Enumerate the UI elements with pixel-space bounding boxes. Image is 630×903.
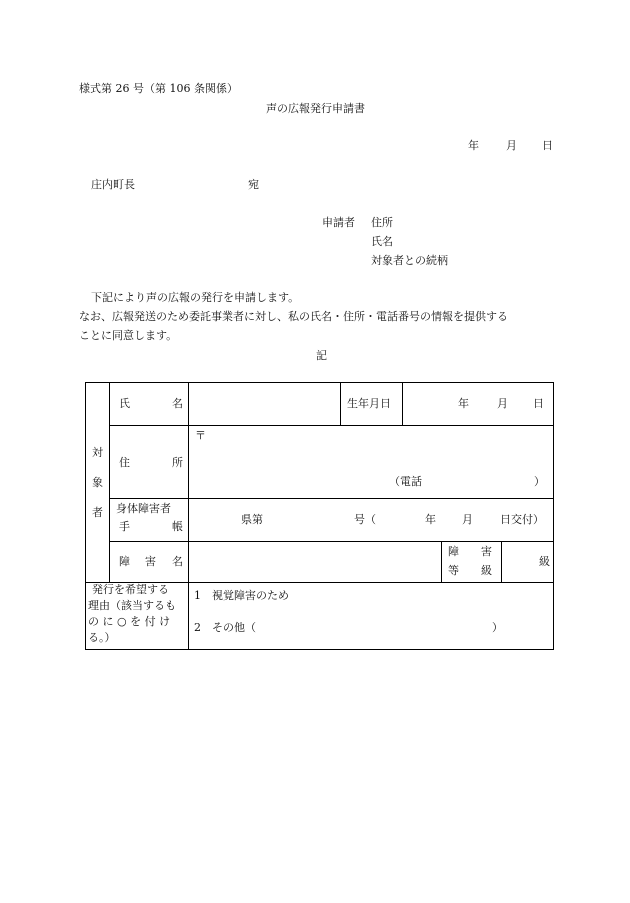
subject-char-1: 対 — [92, 445, 103, 459]
date-month-label: 月 — [506, 139, 517, 152]
birth-day-label: 日 — [533, 397, 544, 410]
address-label-cell — [110, 426, 189, 499]
addressee-suffix: 宛 — [248, 178, 259, 191]
name-field[interactable] — [189, 383, 341, 426]
reason-label-line-2: 理由（該当するも — [88, 599, 176, 612]
name-label-cell — [110, 383, 189, 426]
handbook-field[interactable] — [189, 499, 554, 542]
body-line-3: ことに同意します。 — [79, 329, 178, 342]
handbook-month-label: 月 — [462, 513, 473, 526]
body-line-1: 下記により声の広報の発行を申請します。 — [91, 291, 300, 304]
addressee-name: 庄内町長 — [91, 178, 135, 191]
birth-label-cell — [341, 383, 403, 426]
applicant-name-label: 氏名 — [371, 235, 393, 248]
handbook-label-2a: 手 — [119, 520, 130, 533]
applicant-relation-label: 対象者との続柄 — [371, 254, 448, 267]
handbook-label-cell — [110, 499, 189, 542]
grade-label-2b: 級 — [481, 564, 492, 577]
disability-label-2: 害 — [145, 555, 156, 568]
disability-label-1: 障 — [119, 555, 130, 568]
address-field[interactable] — [189, 426, 554, 499]
grade-label-cell — [442, 542, 502, 583]
reason-option-2[interactable]: 2 その他（ — [194, 621, 256, 634]
postal-mark: 〒 — [195, 429, 206, 442]
reason-label-line-1: 発行を希望する — [92, 583, 169, 596]
reason-label-line-3: の に ○ を 付 け — [88, 615, 171, 628]
document-title: 声の広報発行申請書 — [266, 102, 365, 115]
grade-field[interactable] — [502, 542, 554, 583]
phone-close: ） — [534, 475, 545, 488]
subject-cell — [86, 383, 110, 583]
name-label-2: 名 — [172, 397, 183, 410]
handbook-issue-label: 日交付） — [500, 513, 544, 526]
birth-date-field[interactable] — [403, 383, 554, 426]
address-label-2: 所 — [172, 456, 183, 469]
grade-label-1b: 害 — [481, 545, 492, 558]
birth-year-label: 年 — [458, 397, 469, 410]
disability-name-field[interactable] — [189, 542, 442, 583]
applicant-address-label: 住所 — [371, 216, 393, 229]
form-number: 様式第 26 号（第 106 条関係） — [79, 82, 238, 95]
prefecture-label: 県第 — [241, 513, 263, 526]
reason-option-1[interactable]: 1 視覚障害のため — [194, 589, 289, 602]
applicant-label: 申請者 — [322, 216, 355, 229]
reason-field[interactable] — [189, 583, 554, 650]
birth-label: 生年月日 — [347, 397, 391, 410]
application-table — [85, 382, 554, 650]
grade-label-2a: 等 — [448, 564, 459, 577]
birth-month-label: 月 — [497, 397, 508, 410]
phone-label: （電話 — [389, 475, 422, 488]
handbook-label-1: 身体障害者 — [116, 502, 171, 515]
handbook-number-label: 号（ — [354, 513, 376, 526]
disability-label-3: 名 — [172, 555, 183, 568]
date-year-label: 年 — [468, 139, 479, 152]
subject-char-2: 象 — [92, 475, 103, 489]
ki-label: 記 — [316, 349, 327, 362]
grade-label-1a: 障 — [448, 545, 459, 558]
address-label-1: 住 — [119, 456, 130, 469]
body-line-2: なお、広報発送のため委託事業者に対し、私の氏名・住所・電話番号の情報を提供する — [79, 310, 508, 323]
handbook-year-label: 年 — [425, 513, 436, 526]
handbook-label-2b: 帳 — [172, 520, 183, 533]
subject-char-3: 者 — [92, 505, 103, 519]
disability-label-cell — [110, 542, 189, 583]
reason-label-cell — [86, 583, 189, 650]
reason-label-line-4: る。） — [88, 631, 116, 644]
date-day-label: 日 — [542, 139, 553, 152]
name-label-1: 氏 — [119, 397, 130, 410]
reason-option-2-close: ） — [492, 621, 503, 634]
grade-unit: 級 — [539, 555, 550, 568]
